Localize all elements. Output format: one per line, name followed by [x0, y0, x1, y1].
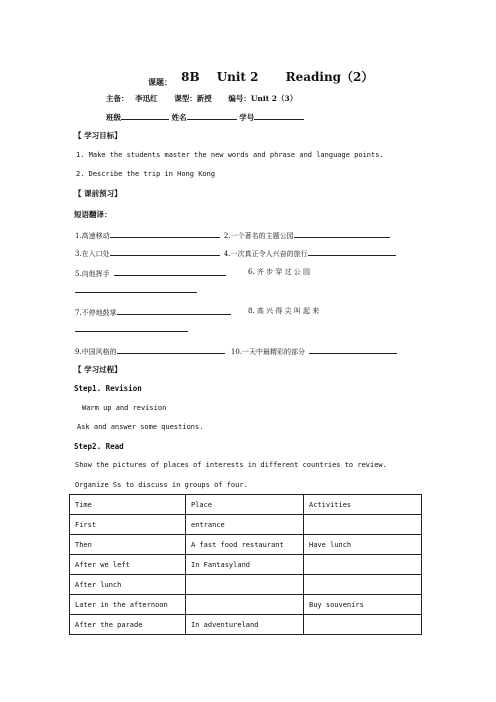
table-row [70, 595, 422, 615]
table-cell[interactable] [186, 595, 304, 615]
table-cell: Have lunch [304, 535, 422, 555]
type-label: 课型： [174, 94, 197, 103]
preview-subheading: 短语翻译： [74, 210, 112, 219]
unit-name: Unit 2 [216, 70, 259, 84]
code-value: Unit 2（3） [250, 94, 298, 103]
phrase-2: 2.一个著名的主题公园 [223, 232, 294, 240]
step1-line: Ask and answer some questions. [77, 423, 204, 431]
title-line [148, 66, 373, 85]
table-row [70, 535, 422, 555]
author-label: 主备： [106, 94, 129, 103]
name-label: 姓名 [171, 113, 187, 122]
table-header-row [70, 495, 422, 515]
student-no-field[interactable] [254, 111, 304, 120]
phrase-5: 5.向他挥手 [75, 270, 110, 278]
student-no-label: 学号 [239, 113, 255, 122]
phrase-8: 8. 高 兴 得 尖 叫 起 来 [248, 307, 320, 315]
table-cell: Then [70, 535, 186, 555]
table-cell: entrance [186, 515, 304, 535]
preview-heading: 【 课前预习】 [74, 189, 122, 198]
activity-table [69, 494, 422, 635]
answer-blank-10[interactable] [309, 345, 397, 354]
table-cell: After we left [70, 555, 186, 575]
table-cell[interactable] [304, 615, 422, 635]
phrase-row-4 [75, 306, 231, 318]
step1-line: Warm up and revision [82, 404, 167, 412]
table-header-cell: Time [70, 495, 186, 515]
table-cell[interactable] [304, 515, 422, 535]
table-cell[interactable] [186, 575, 304, 595]
step2-line: Organize Ss to discuss in groups of four. [75, 481, 248, 489]
unit-number: 8B [181, 70, 200, 84]
answer-blank-4[interactable] [308, 247, 396, 256]
objective-item: 2. Describe the trip in Hong Kong [76, 170, 216, 178]
answer-blank-7[interactable] [117, 306, 231, 315]
class-label: 班级 [106, 113, 121, 122]
phrase-row-2 [75, 247, 396, 259]
answer-blank-3[interactable] [110, 247, 220, 256]
answer-blank-2[interactable] [294, 229, 390, 238]
class-field[interactable] [121, 111, 169, 120]
table-row [70, 555, 422, 575]
phrase-3: 3.在入口处 [75, 250, 110, 258]
table-cell: In Fantasyland [186, 555, 304, 575]
answer-blank-5[interactable] [114, 267, 226, 276]
step2-title: Step2. Read [74, 442, 124, 451]
answer-blank-1[interactable] [110, 229, 220, 238]
table-cell: In adventureland [186, 615, 304, 635]
phrase-7: 7.不停地鼓掌 [75, 309, 117, 317]
table-row [70, 575, 422, 595]
answer-blank-8[interactable] [75, 322, 188, 332]
table-cell: After lunch [70, 575, 186, 595]
table-cell[interactable] [304, 555, 422, 575]
process-heading: 【 学习过程】 [74, 365, 122, 374]
phrase-9: 9.中国风格的 [75, 348, 117, 356]
table-cell: A fast food restaurant [186, 535, 304, 555]
answer-blank-9[interactable] [117, 345, 225, 354]
table-cell[interactable] [304, 575, 422, 595]
student-info-line [106, 111, 304, 123]
table-cell: Later in the afternoon [70, 595, 186, 615]
code-label: 编号： [228, 94, 251, 103]
author-name: 李迅红 [135, 94, 158, 103]
lesson-title: Reading（2） [285, 70, 374, 84]
phrase-row-3 [75, 267, 226, 279]
info-line [106, 93, 297, 104]
step2-line: Show the pictures of places of interests in different countries to review. [75, 461, 387, 469]
table-row [70, 515, 422, 535]
objectives-heading: 【 学习目标】 [74, 131, 122, 140]
type-value: 新授 [196, 94, 212, 103]
phrase-4: 4.一次真正令人兴奋的旅行 [223, 250, 308, 258]
phrase-row-5 [75, 345, 397, 357]
answer-blank-6[interactable] [75, 283, 197, 293]
phrase-10: 10.一天中最精彩的部分 [230, 348, 306, 356]
table-row [70, 615, 422, 635]
name-field[interactable] [187, 111, 237, 120]
table-cell: Buy souvenirs [304, 595, 422, 615]
phrase-row-1 [75, 229, 390, 241]
table-header-cell: Place [186, 495, 304, 515]
objective-item: 1. Make the students master the new words and phrase and language points. [76, 151, 384, 159]
table-cell: After the parade [70, 615, 186, 635]
topic-label: 课题： [148, 77, 172, 87]
phrase-1: 1.高速移动 [75, 232, 110, 240]
step1-title: Step1. Revision [74, 384, 142, 393]
phrase-6: 6. 齐 步 穿 过 公 园 [248, 268, 311, 276]
table-cell: First [70, 515, 186, 535]
table-header-cell: Activities [304, 495, 422, 515]
